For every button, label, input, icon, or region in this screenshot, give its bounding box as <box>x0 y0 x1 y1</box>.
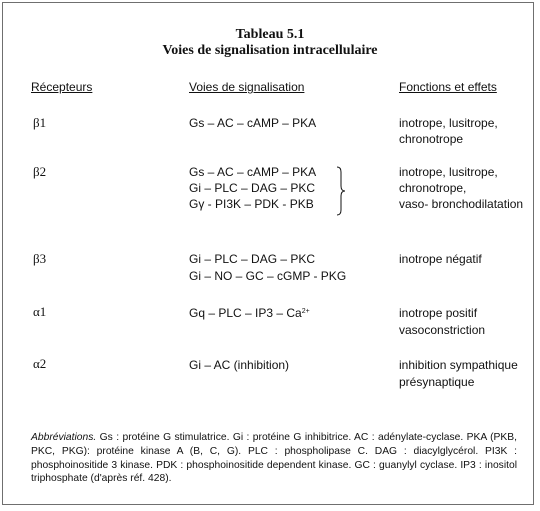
effect-beta2-1: inotrope, lusitrope, <box>399 165 498 179</box>
pathway-alpha1-text: Gq – PLC – IP3 – Ca <box>189 306 302 320</box>
header-functions: Fonctions et effets <box>399 80 497 94</box>
effect-alpha2-2: présynaptique <box>399 375 475 389</box>
pathway-beta2-1: Gs – AC – cAMP – PKA <box>189 165 317 179</box>
pathway-beta3-2: Gi – NO – GC – cGMP - PKG <box>189 269 347 283</box>
effect-alpha1-1: inotrope positif <box>399 306 478 320</box>
table-title: Tableau 5.1 <box>235 27 305 42</box>
pathway-alpha1-1 <box>189 306 310 321</box>
effect-beta2-3: vaso- bronchodilatation <box>399 197 524 211</box>
header-pathways: Voies de signalisation <box>189 80 305 94</box>
pathway-beta2-3: Gγ - PI3K – PDK - PKB <box>189 197 314 211</box>
effect-alpha1-2: vasoconstriction <box>399 323 486 337</box>
pathway-alpha2-1: Gi – AC (inhibition) <box>189 358 290 372</box>
abbreviations-text: Gs : protéine G stimulatrice. Gi : protéine G inhibitrice. AC : adénylate-cyclase. PKA (PKB, PKC, PKG): protéine kinase A (B, C, G). PLC : phospholipase C. DAG : diacylglycérol. PI3K : phosphoinositide 3 kinase. PDK : phosphoinositide dependent kinase. GC : guanylyl cyclase. IP3 : inositol triphosphate (d'après réf. 428). <box>31 432 517 485</box>
receptor-alpha1: α1 <box>33 304 47 319</box>
table-subtitle: Voies de signalisation intracellulaire <box>162 43 378 58</box>
receptor-beta1: β1 <box>33 115 47 130</box>
effect-beta3-1: inotrope négatif <box>399 252 482 266</box>
abbreviations-note <box>31 431 517 486</box>
effect-beta2-2: chronotrope, <box>399 181 467 195</box>
effect-beta1-1: inotrope, lusitrope, <box>399 116 498 130</box>
abbreviations-label: Abbréviations. <box>31 432 97 443</box>
brace-icon <box>336 166 346 216</box>
receptor-beta3: β3 <box>33 251 47 266</box>
header-receptors: Récepteurs <box>31 80 93 94</box>
receptor-beta2: β2 <box>33 164 47 179</box>
pathway-alpha1-superscript: 2+ <box>301 308 310 315</box>
pathway-beta3-1: Gi – PLC – DAG – PKC <box>189 252 316 266</box>
receptor-alpha2: α2 <box>33 356 47 371</box>
effect-beta1-2: chronotrope <box>399 132 464 146</box>
pathway-beta2-2: Gi – PLC – DAG – PKC <box>189 181 316 195</box>
pathway-beta1-1: Gs – AC – cAMP – PKA <box>189 116 317 130</box>
effect-alpha2-1: inhibition sympathique <box>399 358 518 372</box>
